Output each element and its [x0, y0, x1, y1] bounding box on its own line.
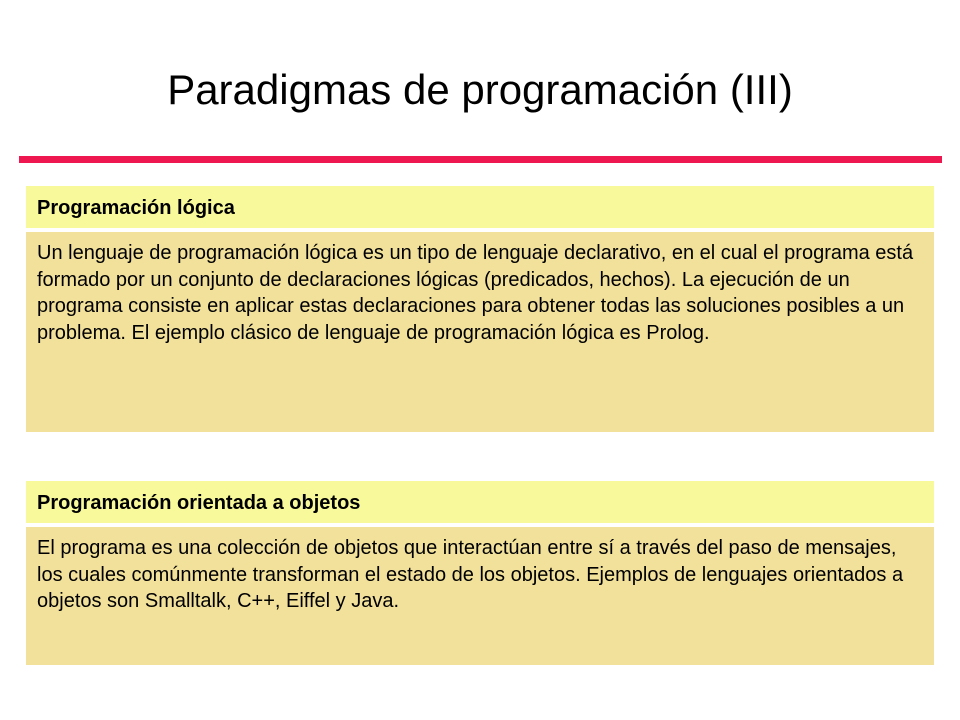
page-title: Paradigmas de programación (III): [167, 66, 793, 113]
section-object-oriented-programming: [26, 481, 934, 665]
section-heading: Programación orientada a objetos: [26, 481, 934, 523]
section-body-text: Un lenguaje de programación lógica es un tipo de lenguaje declarativo, en el cual el programa está formado por un conjunto de declaraciones lógicas (predicados, hechos). La ejecución de un programa consiste en aplicar estas declaraciones para obtener todas las soluciones posibles a un problema. El ejemplo clásico de lenguaje de programación lógica es Prolog.: [26, 232, 934, 432]
accent-divider: [19, 156, 942, 163]
section-body-text: El programa es una colección de objetos que interactúan entre sí a través del paso de mensajes, los cuales comúnmente transforman el estado de los objetos. Ejemplos de lenguajes orientados a objetos son Smalltalk, C++, Eiffel y Java.: [26, 527, 934, 665]
section-logic-programming: [26, 186, 934, 432]
section-heading: Programación lógica: [26, 186, 934, 228]
